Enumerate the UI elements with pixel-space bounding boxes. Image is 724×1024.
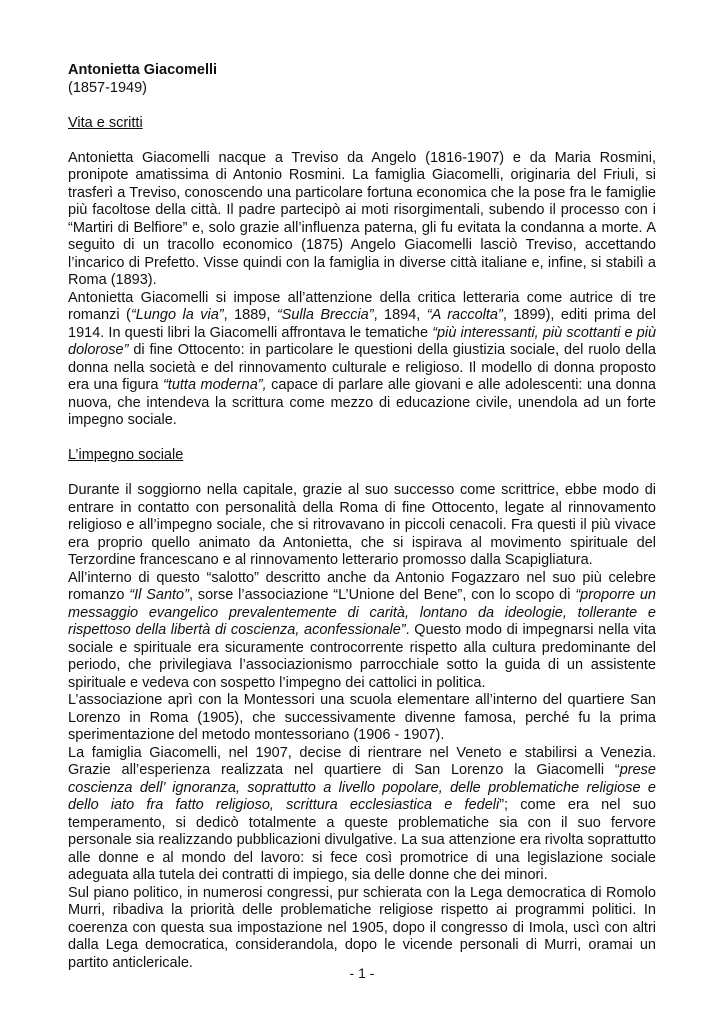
paragraph xyxy=(68,570,656,693)
section xyxy=(68,115,656,430)
text-run: All’interno di questo “salotto” descritto anche da Antonio Fogazzaro nel suo più celebre romanzo xyxy=(68,569,656,603)
paragraph xyxy=(68,150,656,290)
text-run: capace di parlare alle giovani e alle adolescenti: una donna nuova, che intendeva la scrittura come mezzo di educazione civile, unendola ad un forte impegno sociale. xyxy=(68,377,656,428)
italic-quote: prese coscienza dell’ ignoranza, soprattutto a livello popolare, delle problematiche religiose e dello iato fra fatto religioso, scrittura ecclesiastica e fedeli xyxy=(68,762,656,813)
paragraph xyxy=(68,745,656,885)
paragraph xyxy=(68,290,656,430)
italic-quote: “tutta moderna”, xyxy=(162,377,267,393)
italic-quote: “più interessanti, più scottanti e più dolorose” xyxy=(68,324,657,358)
text-run: L’associazione aprì con la Montessori una scuola elementare all’interno del quartiere San Lorenzo in Roma (1905), che successivamente divenne famosa, perché fu la prima sperimentazione del metodo montessoriano (1906 - 1907). xyxy=(68,692,656,743)
paragraph xyxy=(68,885,656,973)
italic-quote: “A raccolta” xyxy=(426,307,503,323)
text-run: , 1889, xyxy=(223,307,277,323)
paragraph xyxy=(68,692,656,745)
text-run: Antonietta Giacomelli si impose all’attenzione della critica letteraria come autrice di tre romanzi ( xyxy=(68,289,656,323)
section-heading: Vita e scritti xyxy=(68,114,143,131)
section xyxy=(68,447,656,972)
text-run: , 1899), editi prima del 1914. In questi libri la Giacomelli affrontava le tematiche xyxy=(68,307,657,341)
text-run: , sorse l’associazione “L’Unione del Bene”, con lo scopo di xyxy=(188,587,576,603)
text-run: Antonietta Giacomelli nacque a Treviso da Angelo (1816-1907) e da Maria Rosmini, pronipote amatissima di Antonio Rosmini. La famiglia Giacomelli, originaria del Friuli, si trasferì a Treviso, conoscendo una particolare fortuna economica che la pose fra le famiglie più facoltose della città. Il padre partecipò ai moti risorgimentali, subendo il processo con i “Martiri di Belfiore” e, solo grazie all’influenza paterna, gli fu evitata la condanna a morte. A seguito di un tracollo economico (1875) Angelo Giacomelli lasciò Treviso, accettando l’incarico di Prefetto. Visse quindi con la famiglia in diverse città italiane e, infine, si stabilì a Roma (1893). xyxy=(68,149,656,288)
italic-quote: “proporre un messaggio evangelico prevalentemente di carità, lontano da ideologie, tollerante e rispettoso della libertà di coscienza, aconfessionale” xyxy=(68,587,656,638)
section-heading: L’impegno sociale xyxy=(68,447,184,463)
document-page xyxy=(68,62,656,990)
document-body xyxy=(68,115,656,973)
text-run: . Questo modo di impegnarsi nella vita sociale e spirituale era sicuramente controcorrente rispetto alla cultura predominante del periodo, che privilegiava l’associazionismo parrocchiale sotto la guida di un assistente spirituale e vedeva con sospetto l’impegno dei cattolici in politica. xyxy=(68,622,656,691)
paragraph xyxy=(68,482,656,570)
text-run: , 1894, xyxy=(373,307,427,323)
text-run: La famiglia Giacomelli, nel 1907, decise di rientrare nel Veneto e stabilirsi a Venezia. Grazie all’esperienza realizzata nel quartiere di San Lorenzo la Giacomelli “ xyxy=(68,744,656,778)
document-dates: (1857-1949) xyxy=(68,79,147,96)
italic-quote: “Sulla Breccia” xyxy=(276,307,374,323)
italic-quote: “Il Santo” xyxy=(129,587,189,603)
text-run: di fine Ottocento: in particolare le questioni della giustizia sociale, del ruolo della donna nella società e del rinnovamento culturale e religioso. Il modello di donna proposto era una figura xyxy=(68,342,656,393)
page-number: - 1 - xyxy=(349,965,375,981)
italic-quote: “Lungo la via” xyxy=(130,307,224,323)
text-run: Durante il soggiorno nella capitale, grazie al suo successo come scrittrice, ebbe modo di entrare in contatto con personalità della Roma di fine Ottocento, legate al rinnovamento religioso e all’impegno sociale, che si ritrovavano in piccoli cenacoli. Fra questi il più vivace era proprio quello animato da Antonietta, che si ispirava al movimento spirituale del Terzordine francescano e al rinnovamento letterario promosso dalla Scapigliatura. xyxy=(68,482,656,568)
text-run: ”; come era nel suo temperamento, si dedicò totalmente a queste problematiche sia con il suo fervore personale sia realizzando pubblicazioni divulgative. La sua attenzione era rivolta soprattutto alle donne e al mondo del lavoro: si fece così promotrice di una legislazione sociale adeguata alla tutela dei contratti di impiego, sia delle donne che dei minori. xyxy=(68,797,656,883)
text-run: Sul piano politico, in numerosi congressi, pur schierata con la Lega democratica di Romolo Murri, ribadiva la priorità delle problematiche religiose rispetto ai programmi politici. In coerenza con questa sua impostazione nel 1905, dopo il congresso di Imola, uscì con altri dalla Lega democratica, considerandola, dopo le vicende personali di Murri, oramai un partito anticlericale. xyxy=(68,884,656,971)
document-title: Antonietta Giacomelli xyxy=(68,62,218,78)
